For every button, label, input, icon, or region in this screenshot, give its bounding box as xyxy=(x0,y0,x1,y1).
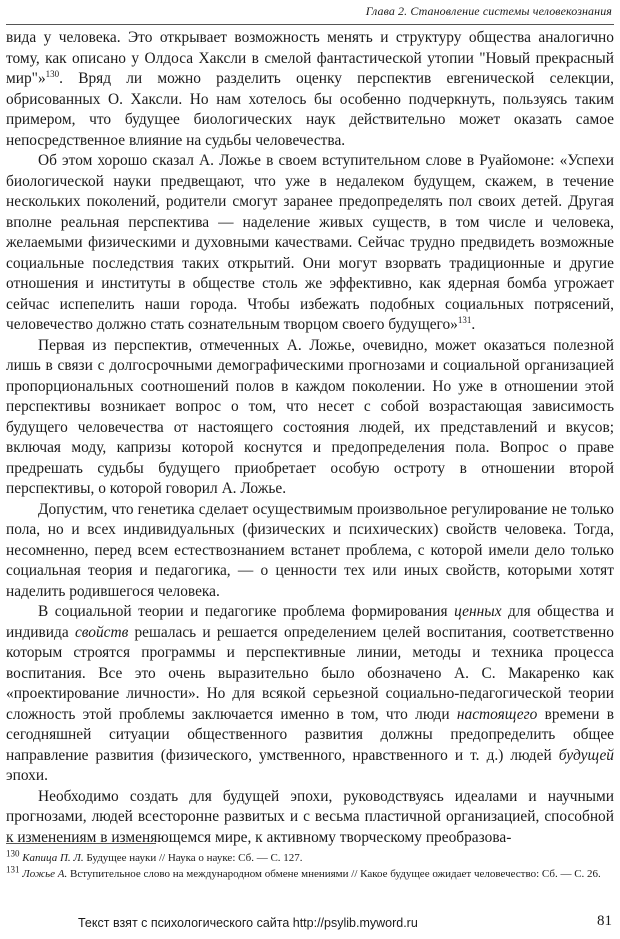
header-divider xyxy=(6,24,614,25)
paragraph-text: Об этом хорошо сказал А. Ложье в своем вступительном слове в Руайомоне: «Успехи биологической науки предвещают, что уже в недалеком будущем, скажем, в течение нескольких поколений, родители смогут заранее предопределять пол своих детей. Другая вполне реальная перспектива — наделение живых существ, в том числе и человека, желаемыми физическими и духовными качествами. Сейчас трудно предвидеть возможные социальные последствия таких открытий. Они могут взорвать традиционные и другие отношения и институты в обществе столь же эффективно, как ядерная бомба угрожает сейчас испепелить наши города. Чтобы избежать подобных социальных потрясений, человечество должно стать сознательным творцом своего будущего» xyxy=(6,152,614,333)
footnote-number: 131 xyxy=(6,864,20,875)
paragraph-text: вида у человека. Это открывает возможность менять и структуру общества аналогично тому, как описано у Олдоса Хаксли в смелой фантастической утопии "Новый прекрасный мир"» xyxy=(6,29,614,87)
paragraph-text: . Вряд ли можно разделить оценку перспектив евгенической селекции, обрисованных О. Хаксли. Но нам хотелось бы особенно подчеркнуть, пользуясь таким примером, что будущее биологических наук действительно может оказать самое непосредственное влияние на судьбы человечества. xyxy=(6,70,614,149)
footnote-text: Вступительное слово на международном обмене мнениями // Какое будущее ожидает человечество: Сб. — С. 26. xyxy=(67,868,601,880)
footnote-ref[interactable]: 130 xyxy=(45,68,60,79)
paragraph-text: эпохи. xyxy=(6,767,48,784)
paragraph-text: времени в сегодняшней ситуации общественного развития должны предопределить общее направление развития (физического, умственного, нравственного и т. д.) людей xyxy=(6,705,614,764)
emphasis: ценных xyxy=(454,603,502,620)
running-header: Глава 2. Становление системы человекознания xyxy=(365,4,612,18)
paragraph-3: Первая из перспектив, отмеченных А. Ложье, очевидно, может оказаться полезной лишь в связи с долгосрочными демографическими прогнозами и социальной организацией пропорциональных соотношений полов в каждом поколении. Но уже в отношении этой перспективы возникает вопрос о том, что несет с собой возрастающая зависимость будущего человечества от настоящего состояния людей, их представлений и вкусов; включая моду, капризы которой коснутся и предопределения пола. Вопрос о праве предрешать судьбы будущего приобретает особую остроту в отношении второй перспективы, о которой говорил А. Ложье. xyxy=(6,336,614,497)
paragraph-text: В социальной теории и педагогике проблема формирования xyxy=(38,603,455,620)
paragraph-text: для общества и индивида xyxy=(6,603,614,641)
footnote-131 xyxy=(6,864,614,882)
footnote-author: Капица П. Л. xyxy=(22,852,84,864)
footnotes xyxy=(6,848,614,883)
footnote-130 xyxy=(6,848,614,866)
paragraph-2 xyxy=(6,151,614,336)
source-footer[interactable]: Текст взят с психологического сайта http://psylib.myword.ru xyxy=(78,916,418,930)
body-text xyxy=(6,28,614,848)
footnote-number: 130 xyxy=(6,848,20,859)
emphasis: настоящего xyxy=(456,705,538,723)
footnote-author: Ложье А. xyxy=(22,868,68,880)
footnote-text: Будущее науки // Наука о науке: Сб. — С. 127. xyxy=(83,852,303,864)
paragraph-1 xyxy=(6,28,614,151)
paragraph-6: Необходимо создать для будущей эпохи, руководствуясь идеалами и научными прогнозами, людей всесторонне развитых и с весьма пластичной организацией, способной к изменениям в изменяющемся мире, к активному творческому преобразова- xyxy=(6,787,614,846)
emphasis: свойств xyxy=(74,623,129,641)
footnote-ref[interactable]: 131 xyxy=(457,314,472,325)
page-number: 81 xyxy=(597,913,612,929)
paragraph-text: . xyxy=(471,316,476,333)
emphasis: будущей xyxy=(558,746,614,764)
paragraph-5 xyxy=(6,602,614,787)
paragraph-4: Допустим, что генетика сделает осуществимым произвольное регулирование не только пола, но и всех индивидуальных (физических и психических) свойств человека. Тогда, несомненно, перед всем естествознанием встанет проблема, с которой имели дело только социальная теория и педагогика, — о ценности тех или иных свойств, которыми хотят наделить родившегося человека. xyxy=(6,500,614,600)
footnote-divider xyxy=(6,843,156,844)
paragraph-text: решалась и решается определением целей воспитания, соответственно которым строятся программы и перспективные линии, методы и техника процесса воспитания. Все это очень выразительно было обозначено А. С. Макаренко как «проектирование личности». Но для всякой серьезной социально-педагогической теории сложность этой проблемы заключается именно в том, что люди xyxy=(6,623,614,723)
